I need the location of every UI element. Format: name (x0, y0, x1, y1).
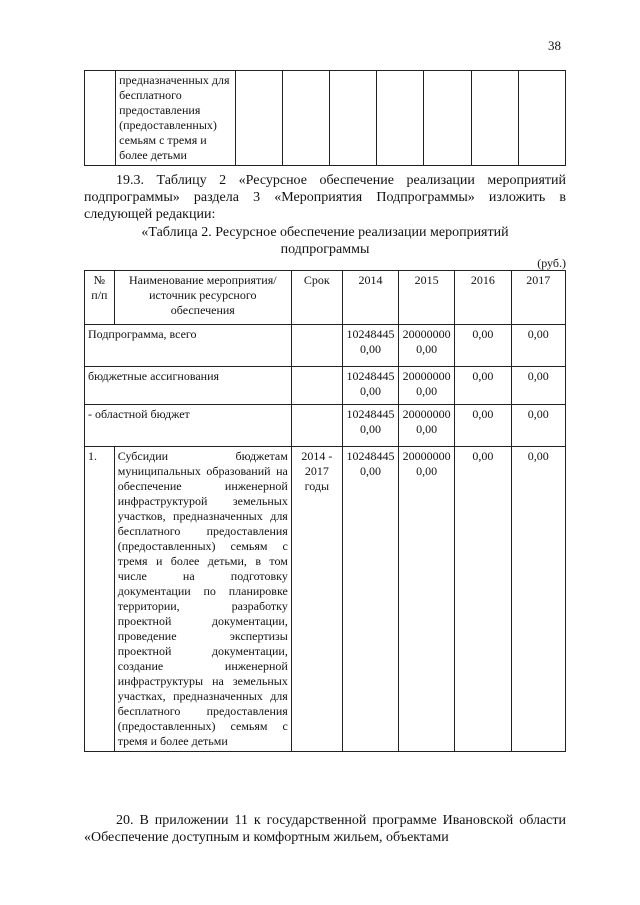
header-term: Срок (291, 271, 342, 325)
item-value-2014: 102484450,00 (342, 447, 398, 752)
paragraph-19-3: 19.3. Таблицу 2 «Ресурсное обеспечение реализации мероприятий подпрограммы» раздела 3 «Мероприятия Подпрограммы» изложить в следующей редакции: (84, 173, 566, 222)
item-number: 1. (85, 447, 115, 752)
table-row (85, 405, 566, 447)
item-value-2016: 0,00 (455, 447, 511, 752)
row-value-2017: 0,00 (511, 367, 565, 405)
row-value-2014: 102484450,00 (342, 405, 398, 447)
table-row-item-1 (85, 447, 566, 752)
item-term: 2014 - 2017 годы (291, 447, 342, 752)
row-label: Подпрограмма, всего (85, 325, 292, 367)
paragraph-20: 20. В приложении 11 к государственной программе Ивановской области «Обеспечение доступным и комфортным жильем, объектами (84, 813, 566, 845)
row-label: бюджетные ассигнования (85, 367, 292, 405)
header-2016: 2016 (455, 271, 511, 325)
row-value-2016: 0,00 (455, 325, 511, 367)
header-2017: 2017 (511, 271, 565, 325)
table-title-line1: «Таблица 2. Ресурсное обеспечение реализации мероприятий (141, 225, 509, 240)
row-label: - областной бюджет (85, 405, 292, 447)
resource-table (84, 270, 566, 752)
table-header-row (85, 271, 566, 325)
row-value-2014: 102484450,00 (342, 325, 398, 367)
row-value-2017: 0,00 (511, 405, 565, 447)
header-num: № п/п (85, 271, 115, 325)
table-row (85, 367, 566, 405)
row-value-2015: 200000000,00 (399, 405, 455, 447)
row-value-2016: 0,00 (455, 367, 511, 405)
table-row (85, 325, 566, 367)
unit-label: (руб.) (537, 256, 566, 270)
table-title-line2: подпрограммы (280, 242, 370, 257)
item-value-2015: 200000000,00 (399, 447, 455, 752)
prev-fragment-text: предназначенных для бесплатного предоставления (предоставленных) семьям с тремя и более детьми (116, 71, 235, 166)
row-value-2017: 0,00 (511, 325, 565, 367)
header-2014: 2014 (342, 271, 398, 325)
page-number: 38 (548, 38, 561, 53)
row-value-2015: 200000000,00 (399, 367, 455, 405)
row-value-2016: 0,00 (455, 405, 511, 447)
item-name: Субсидии бюджетам муниципальных образований на обеспечение инженерной инфраструктурой земельных участков, предназначенных для бесплатного предоставления (предоставленных) семьям с тремя и более детьми, в том числе на подготовку документации по планировке территории, разработку проектной документации, проведение экспертизы проектной документации, создание инженерной инфраструктуры на земельных участках, предназначенных для бесплатного предоставления (предоставленных) семьям с тремя и более детьми (114, 447, 291, 752)
previous-table-fragment (84, 70, 566, 166)
row-value-2014: 102484450,00 (342, 367, 398, 405)
row-value-2015: 200000000,00 (399, 325, 455, 367)
header-2015: 2015 (399, 271, 455, 325)
header-name: Наименование мероприятия/источник ресурсного обеспечения (114, 271, 291, 325)
item-value-2017: 0,00 (511, 447, 565, 752)
